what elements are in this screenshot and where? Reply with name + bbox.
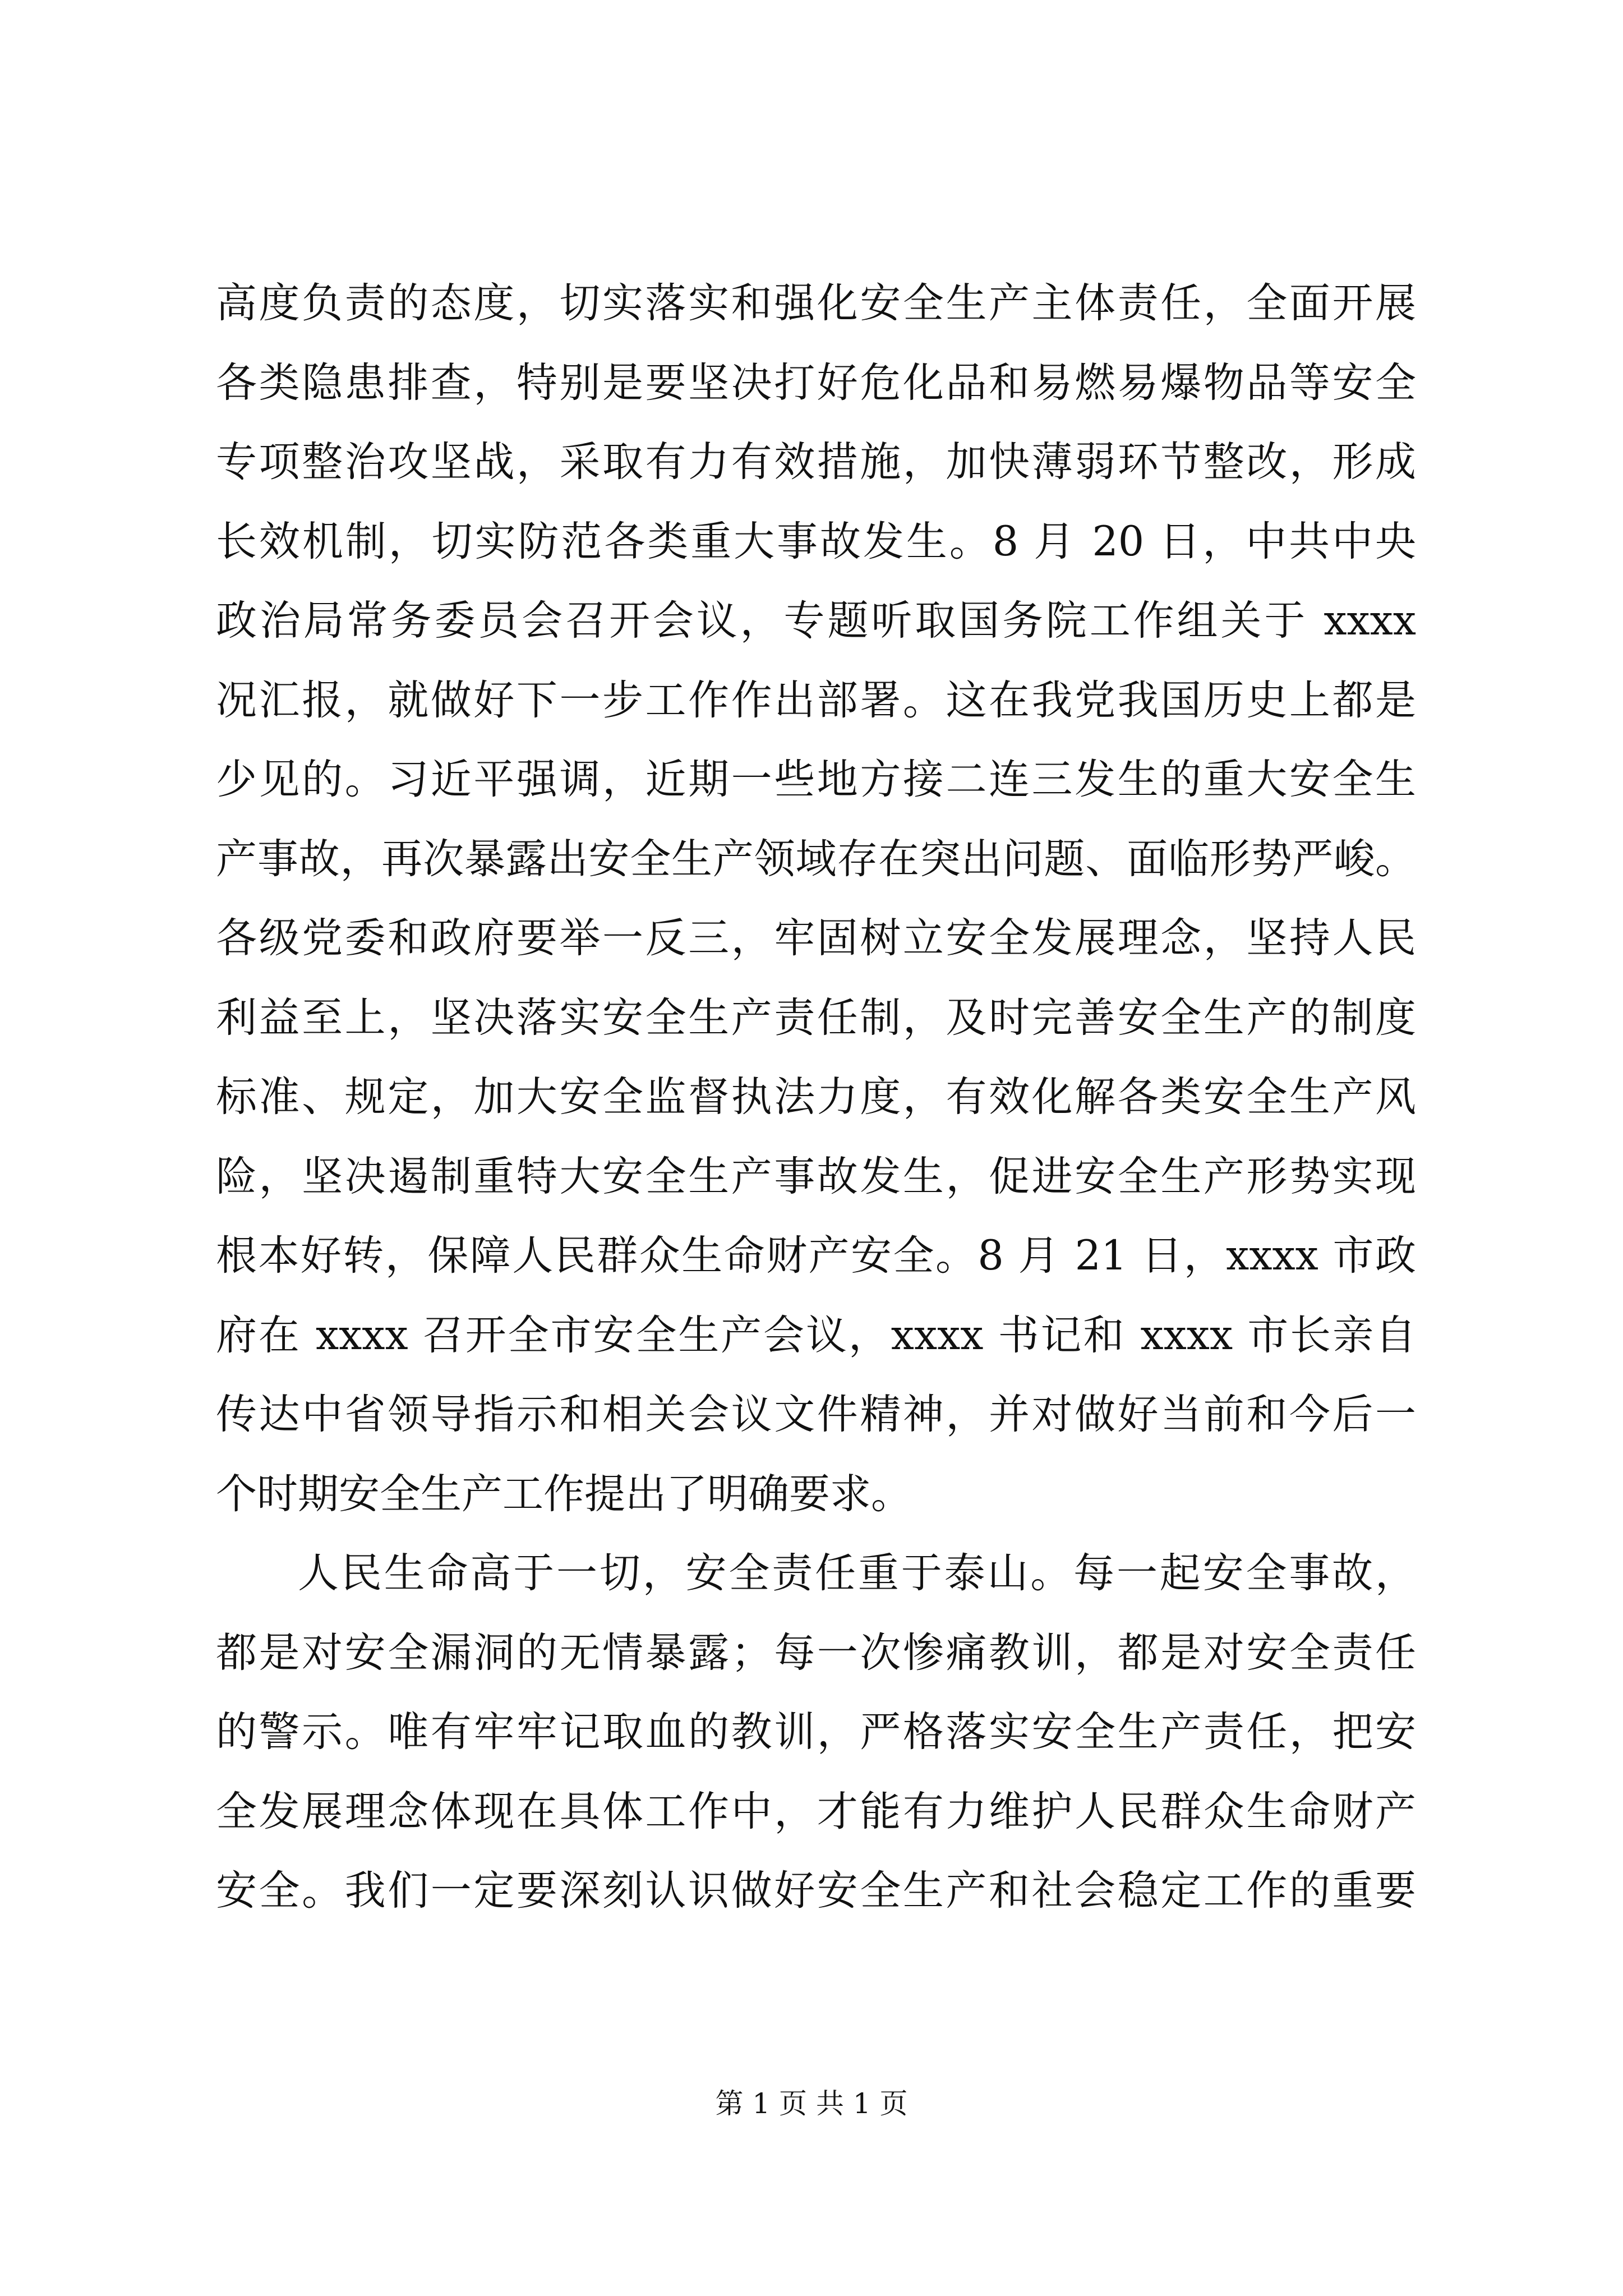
text-line: 全发展理念体现在具体工作中，才能有力维护人民群众生命财产 [216,1787,1416,1835]
page-footer: 第 1 页 共 1 页 [715,2087,908,2120]
text-line: 专项整治攻坚战，采取有力有效措施，加快薄弱环节整改，形成 [216,438,1416,486]
text-line: 况汇报，就做好下一步工作作出部署。这在我党我国历史上都是 [216,676,1416,724]
body-text [216,264,1416,1931]
text-line: 利益至上，坚决落实安全生产责任制，及时完善安全生产的制度 [216,993,1416,1042]
text-line: 个时期安全生产工作提出了明确要求。 [216,1470,912,1518]
text-line: 险，坚决遏制重特大安全生产事故发生，促进安全生产形势实现 [216,1152,1416,1200]
text-line: 根本好转，保障人民群众生命财产安全。8 月 21 日，xxxx 市政 [216,1232,1416,1280]
text-line: 标准、规定，加大安全监督执法力度，有效化解各类安全生产风 [216,1073,1416,1121]
text-line: 政治局常务委员会召开会议，专题听取国务院工作组关于 xxxx [216,597,1416,645]
text-line: 安全。我们一定要深刻认识做好安全生产和社会稳定工作的重要 [216,1867,1416,1915]
text-line: 产事故，再次暴露出安全生产领域存在突出问题、面临形势严峻。 [216,835,1416,883]
paragraph-start-line: 人民生命高于一切，安全责任重于泰山。每一起安全事故， [298,1549,1416,1597]
text-line: 各类隐患排查，特别是要坚决打好危化品和易燃易爆物品等安全 [216,358,1416,407]
text-line: 府在 xxxx 召开全市安全生产会议，xxxx 书记和 xxxx 市长亲自 [216,1311,1416,1359]
text-line: 各级党委和政府要举一反三，牢固树立安全发展理念，坚持人民 [216,914,1416,962]
text-line: 都是对安全漏洞的无情暴露；每一次惨痛教训，都是对安全责任 [216,1628,1416,1677]
text-line: 传达中省领导指示和相关会议文件精神，并对做好当前和今后一 [216,1391,1416,1438]
text-line: 少见的。习近平强调，近期一些地方接二连三发生的重大安全生 [216,756,1416,803]
text-line: 的警示。唯有牢牢记取血的教训，严格落实安全生产责任，把安 [216,1708,1416,1756]
text-line: 长效机制，切实防范各类重大事故发生。8 月 20 日，中共中央 [216,517,1416,565]
text-line: 高度负责的态度，切实落实和强化安全生产主体责任，全面开展 [216,279,1416,327]
